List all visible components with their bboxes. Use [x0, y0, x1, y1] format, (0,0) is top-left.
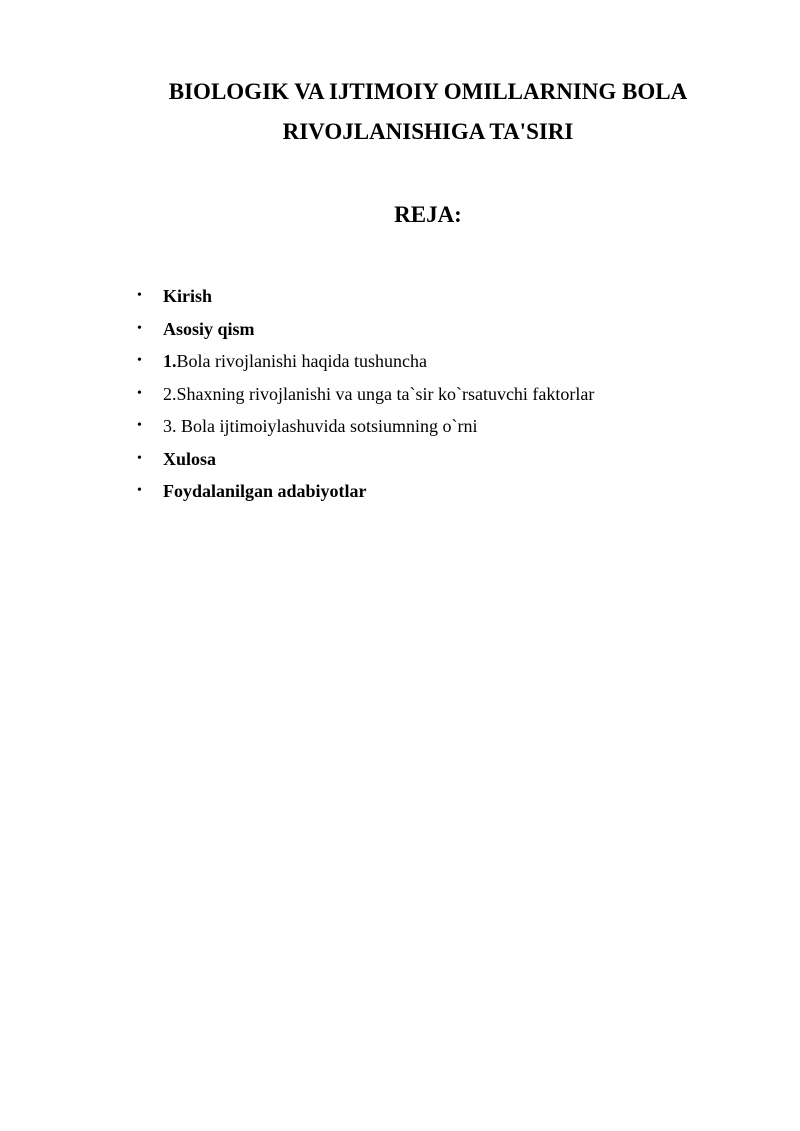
- bullet-icon: •: [137, 450, 142, 466]
- plan-item-label: Xulosa: [163, 448, 217, 469]
- bullet-icon: •: [137, 288, 142, 303]
- plan-item-label: 2.Shaxning rivojlanishi va unga ta`sir ko`rsatuvchi faktorlar: [163, 383, 595, 404]
- bullet-icon: •: [137, 385, 142, 401]
- plan-item-label: Asosiy qism: [163, 318, 255, 339]
- bullet-icon: •: [137, 418, 142, 433]
- plan-item-label: Foydalanilgan adabiyotlar: [163, 481, 367, 501]
- plan-item-label-wrapper: [163, 347, 427, 375]
- document-title-line-2: RIVOJLANISHIGA TA'SIRI: [282, 119, 574, 144]
- bullet-icon: •: [137, 353, 142, 368]
- bullet-icon: •: [137, 320, 142, 336]
- plan-heading: REJA:: [394, 202, 462, 227]
- plan-item-label: Kirish: [163, 286, 213, 306]
- plan-item-label: 3. Bola ijtimoiylashuvida sotsiumning o`rni: [163, 416, 478, 436]
- plan-item-number: 1.: [163, 351, 177, 371]
- bullet-icon: •: [137, 483, 142, 498]
- plan-item-label: Bola rivojlanishi haqida tushuncha: [176, 351, 427, 371]
- document-title-line-1: BIOLOGIK VA IJTIMOIY OMILLARNING BOLA: [168, 79, 688, 104]
